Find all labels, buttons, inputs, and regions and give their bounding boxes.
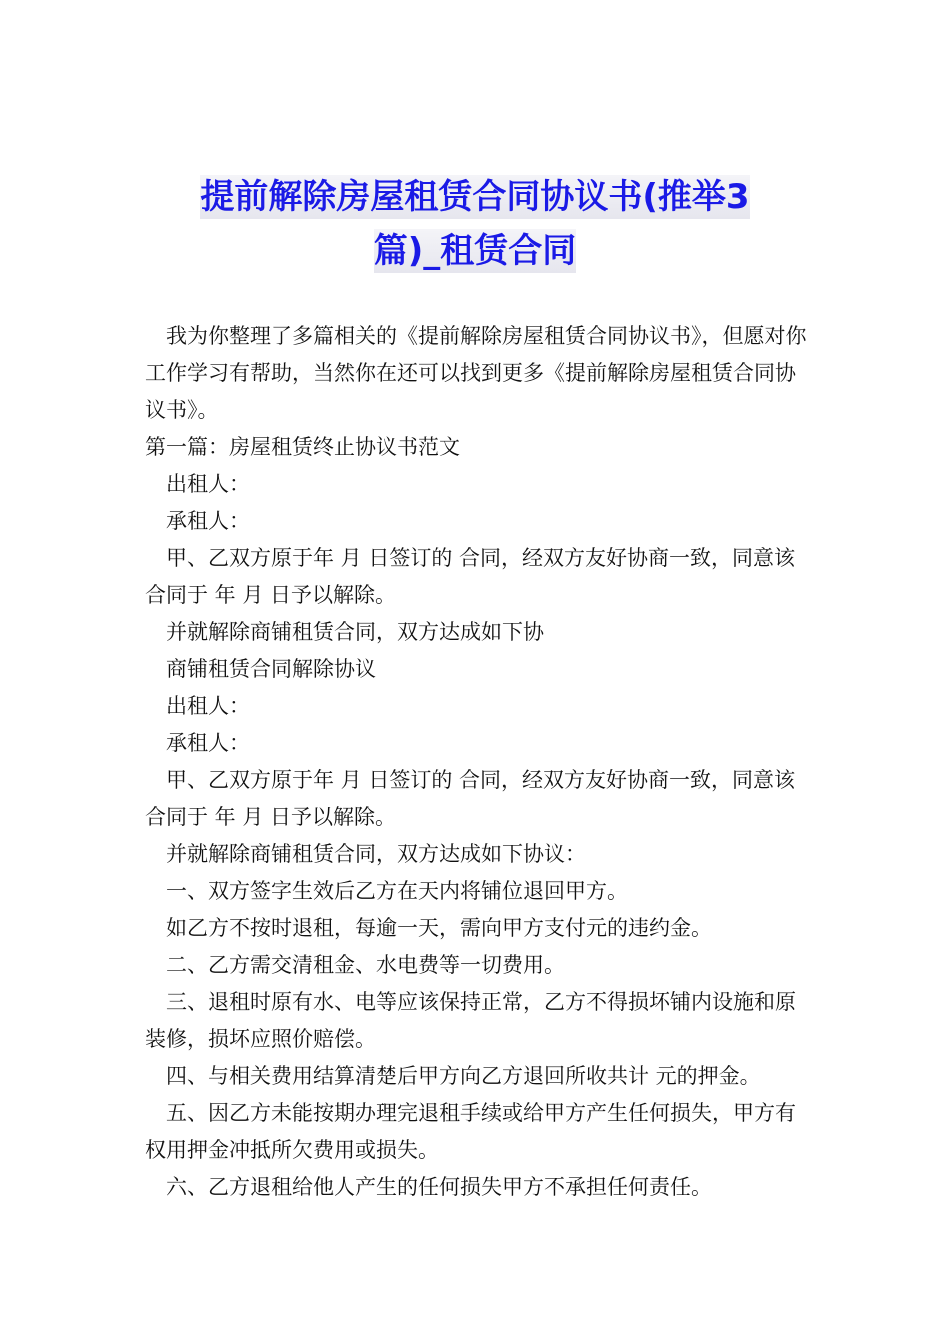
title-line-2: 篇)_租赁合同 xyxy=(373,231,577,271)
clause-item: 三、退租时原有水、电等应该保持正常，乙方不得损坏铺内设施和原装修，损坏应照价赔偿。 xyxy=(145,990,796,1051)
lessor-label: 出租人： xyxy=(166,694,250,718)
clause-item: 六、乙方退租给他人产生的任何损失甲方不承担任何责任。 xyxy=(166,1175,712,1199)
clause-item: 二、乙方需交清租金、水电费等一切费用。 xyxy=(166,953,565,977)
subheading: 商铺租赁合同解除协议 xyxy=(166,657,376,681)
paragraph: 并就解除商铺租赁合同，双方达成如下协议： xyxy=(166,842,586,866)
clause-item: 四、与相关费用结算清楚后甲方向乙方退回所收共计 元的押金。 xyxy=(166,1064,761,1088)
paragraph: 并就解除商铺租赁合同，双方达成如下协 xyxy=(166,620,544,644)
intro-paragraph: 我为你整理了多篇相关的《提前解除房屋租赁合同协议书》，但愿对你工作学习有帮助，当然你在还可以找到更多《提前解除房屋租赁合同协议书》。 xyxy=(145,324,807,422)
clause-item: 如乙方不按时退租，每逾一天，需向甲方支付元的违约金。 xyxy=(166,916,712,940)
paragraph: 甲、乙双方原于年 月 日签订的 合同，经双方友好协商一致，同意该合同于 年 月 日予以解除。 xyxy=(145,768,796,829)
paragraph: 甲、乙双方原于年 月 日签订的 合同，经双方友好协商一致，同意该合同于 年 月 日予以解除。 xyxy=(145,546,796,607)
lessee-label: 承租人： xyxy=(166,509,250,533)
lessor-label: 出租人： xyxy=(166,472,250,496)
section-heading: 第一篇：房屋租赁终止协议书范文 xyxy=(145,435,460,459)
document-body xyxy=(145,318,810,1206)
document-title xyxy=(100,170,850,278)
lessee-label: 承租人： xyxy=(166,731,250,755)
clause-item: 一、双方签字生效后乙方在天内将铺位退回甲方。 xyxy=(166,879,628,903)
clause-item: 五、因乙方未能按期办理完退租手续或给甲方产生任何损失，甲方有权用押金冲抵所欠费用或损失。 xyxy=(145,1101,796,1162)
title-line-1: 提前解除房屋租赁合同协议书(推举3 xyxy=(200,177,750,217)
